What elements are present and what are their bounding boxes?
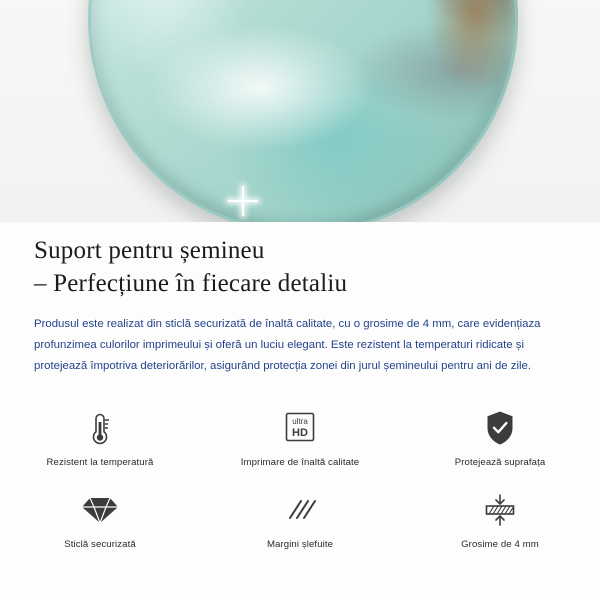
feature-label: Margini șlefuite <box>266 539 334 550</box>
feature-item-temperature <box>0 398 200 468</box>
feature-label: Protejează suprafața <box>454 457 546 468</box>
shield-check-icon <box>478 406 522 450</box>
thermometer-icon <box>78 406 122 450</box>
feature-item-print-quality <box>200 398 400 468</box>
svg-text:HD: HD <box>292 427 308 439</box>
headline-line-1: Suport pentru șemineu <box>34 237 265 264</box>
feature-item-surface-protection <box>400 398 600 468</box>
page-title <box>0 222 600 300</box>
product-description-paragraph: Produsul este realizat din sticlă securizată de înaltă calitate, cu o grosime de 4 mm, care evidențiaza profunzimea culorilor imprimeului și oferă un luciu elegant. Este rezistent la temperaturi ridicate și protejează împotriva deteriorărilor, asigurând protecția zonei din jurul șemineului pentru ani de zile. <box>34 318 541 372</box>
svg-text:ultra: ultra <box>292 417 308 426</box>
feature-grid <box>0 398 600 550</box>
hero-image <box>0 0 600 222</box>
feature-item-tempered-glass <box>0 480 200 550</box>
headline-line-2: – Perfecțiune în fiecare detaliu <box>34 270 348 297</box>
thickness-4mm-icon <box>478 488 522 532</box>
diamond-icon <box>78 488 122 532</box>
text-content <box>0 222 600 377</box>
round-glass-plate <box>88 0 518 222</box>
feature-item-thickness <box>400 480 600 550</box>
feature-label: Imprimare de înaltă calitate <box>240 457 360 468</box>
polished-edges-icon <box>278 488 322 532</box>
feature-label: Sticlă securizată <box>64 539 136 550</box>
feature-item-polished-edges <box>200 480 400 550</box>
feature-label: Rezistent la temperatură <box>46 457 154 468</box>
marble-print-artwork <box>88 0 518 222</box>
ultra-hd-icon <box>278 406 322 450</box>
feature-label: Grosime de 4 mm <box>461 539 539 550</box>
